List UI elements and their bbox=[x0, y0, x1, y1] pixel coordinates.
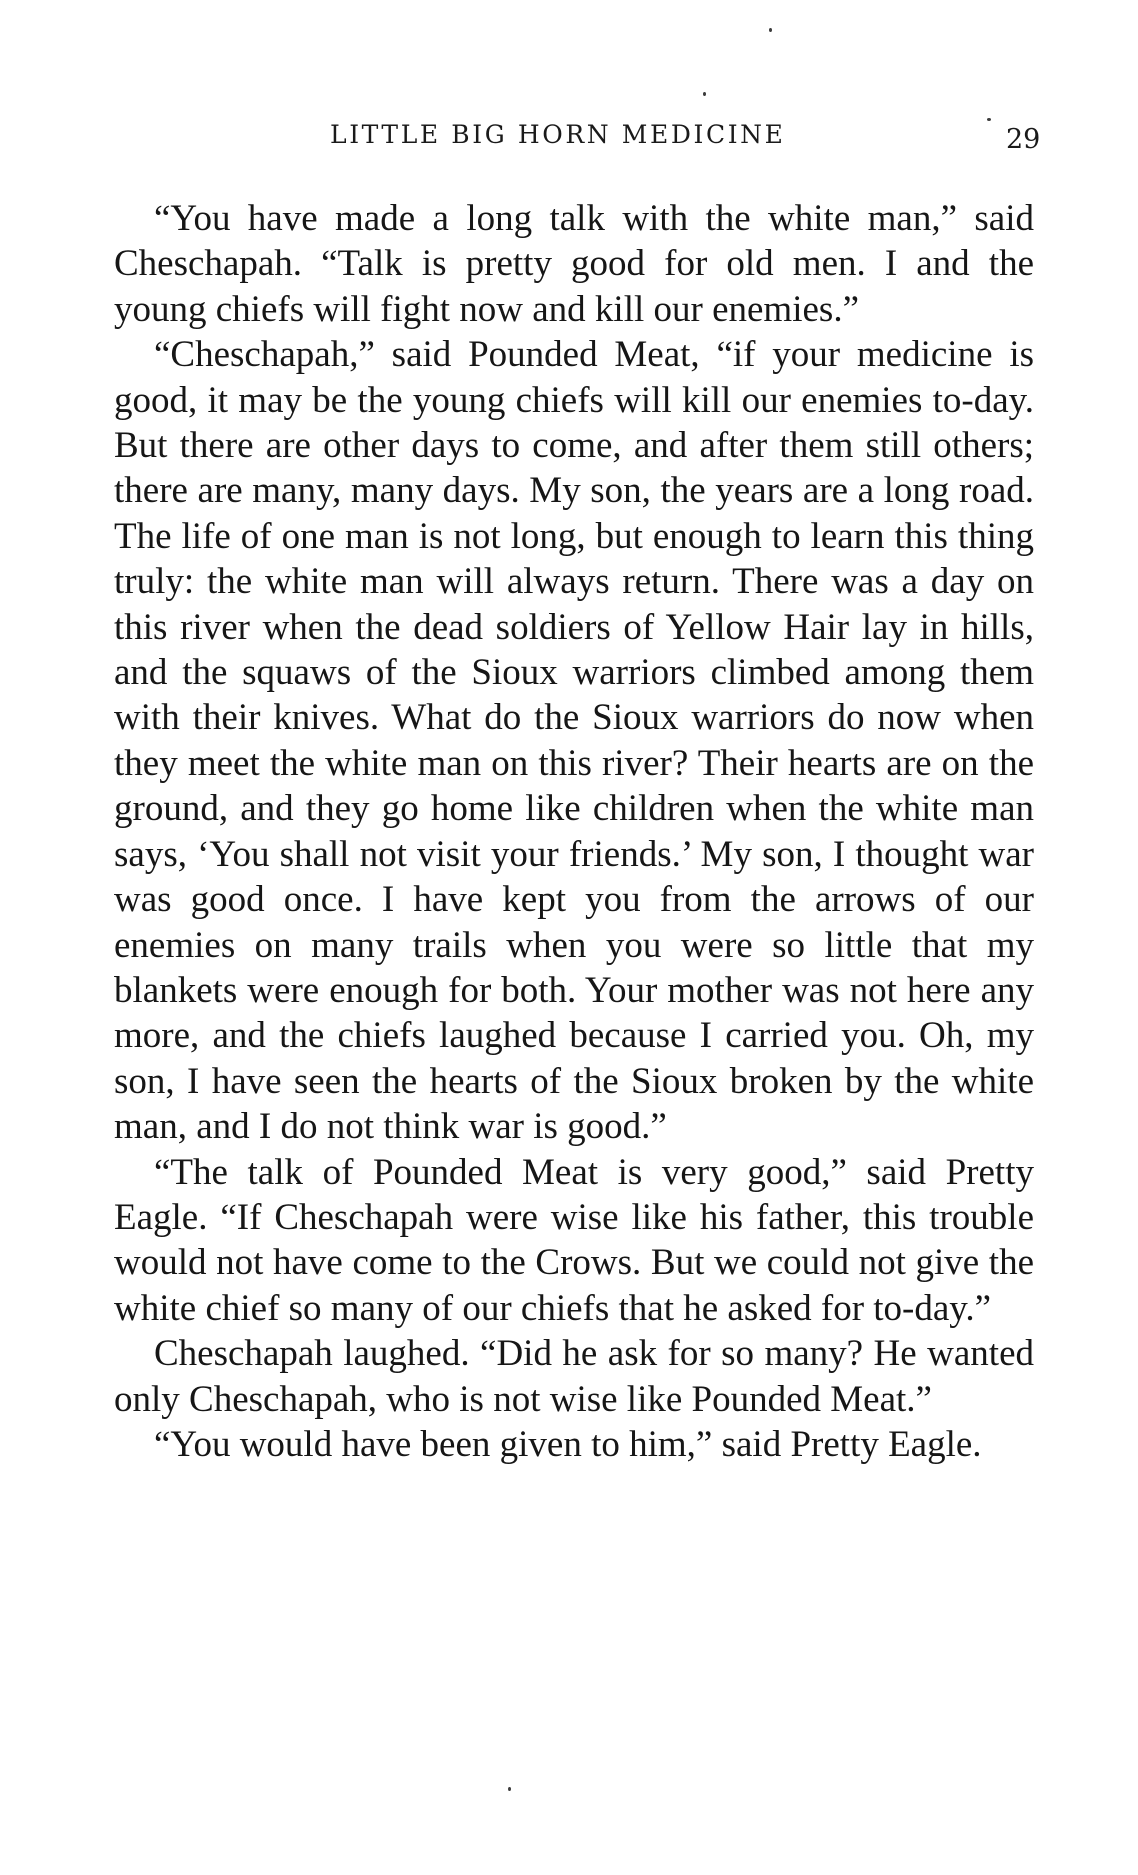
paragraph: “The talk of Pounded Meat is very good,” said Pretty Eagle. “If Cheschapah were wise like his father, this trouble would not have come to the Crows. But we could not give the white chief so many of our chiefs that he asked for to-day.” bbox=[114, 1151, 1034, 1329]
running-head bbox=[0, 120, 1138, 160]
body-text bbox=[114, 196, 1034, 1467]
print-speck bbox=[703, 92, 706, 96]
paragraph: Cheschapah laughed. “Did he ask for so many? He wanted only Cheschapah, who is not wise like Pounded Meat.” bbox=[114, 1333, 1034, 1420]
paragraph: “You would have been given to him,” said Pretty Eagle. bbox=[154, 1423, 982, 1465]
paragraph: “You have made a long talk with the white man,” said Cheschapah. “Talk is pretty good for old men. I and the young chiefs will fight now and kill our enemies.” bbox=[114, 198, 1034, 330]
print-speck bbox=[769, 28, 772, 32]
print-speck bbox=[508, 1787, 511, 1791]
running-title: LITTLE BIG HORN MEDICINE bbox=[330, 120, 786, 149]
page-number: 29 bbox=[1006, 124, 1041, 155]
paragraph: “Cheschapah,” said Pounded Meat, “if your medicine is good, it may be the young chiefs will kill our enemies to-day. But there are other days to come, and after them still others; there are many, many days. My son, the years are a long road. The life of one man is not long, but enough to learn this thing truly: the white man will always return. There was a day on this river when the dead soldiers of Yellow Hair lay in hills, and the squaws of the Sioux warriors climbed among them with their knives. What do the Sioux warriors do now when they meet the white man on this river? Their hearts are on the ground, and they go home like children when the white man says, ‘You shall not visit your friends.’ My son, I thought war was good once. I have kept you from the arrows of our enemies on many trails when you were so little that my blankets were enough for both. Your mother was not here any more, and the chiefs laughed because I carried you. Oh, my son, I have seen the hearts of the Sioux broken by the white man, and I do not think war is good.” bbox=[114, 334, 1034, 1148]
